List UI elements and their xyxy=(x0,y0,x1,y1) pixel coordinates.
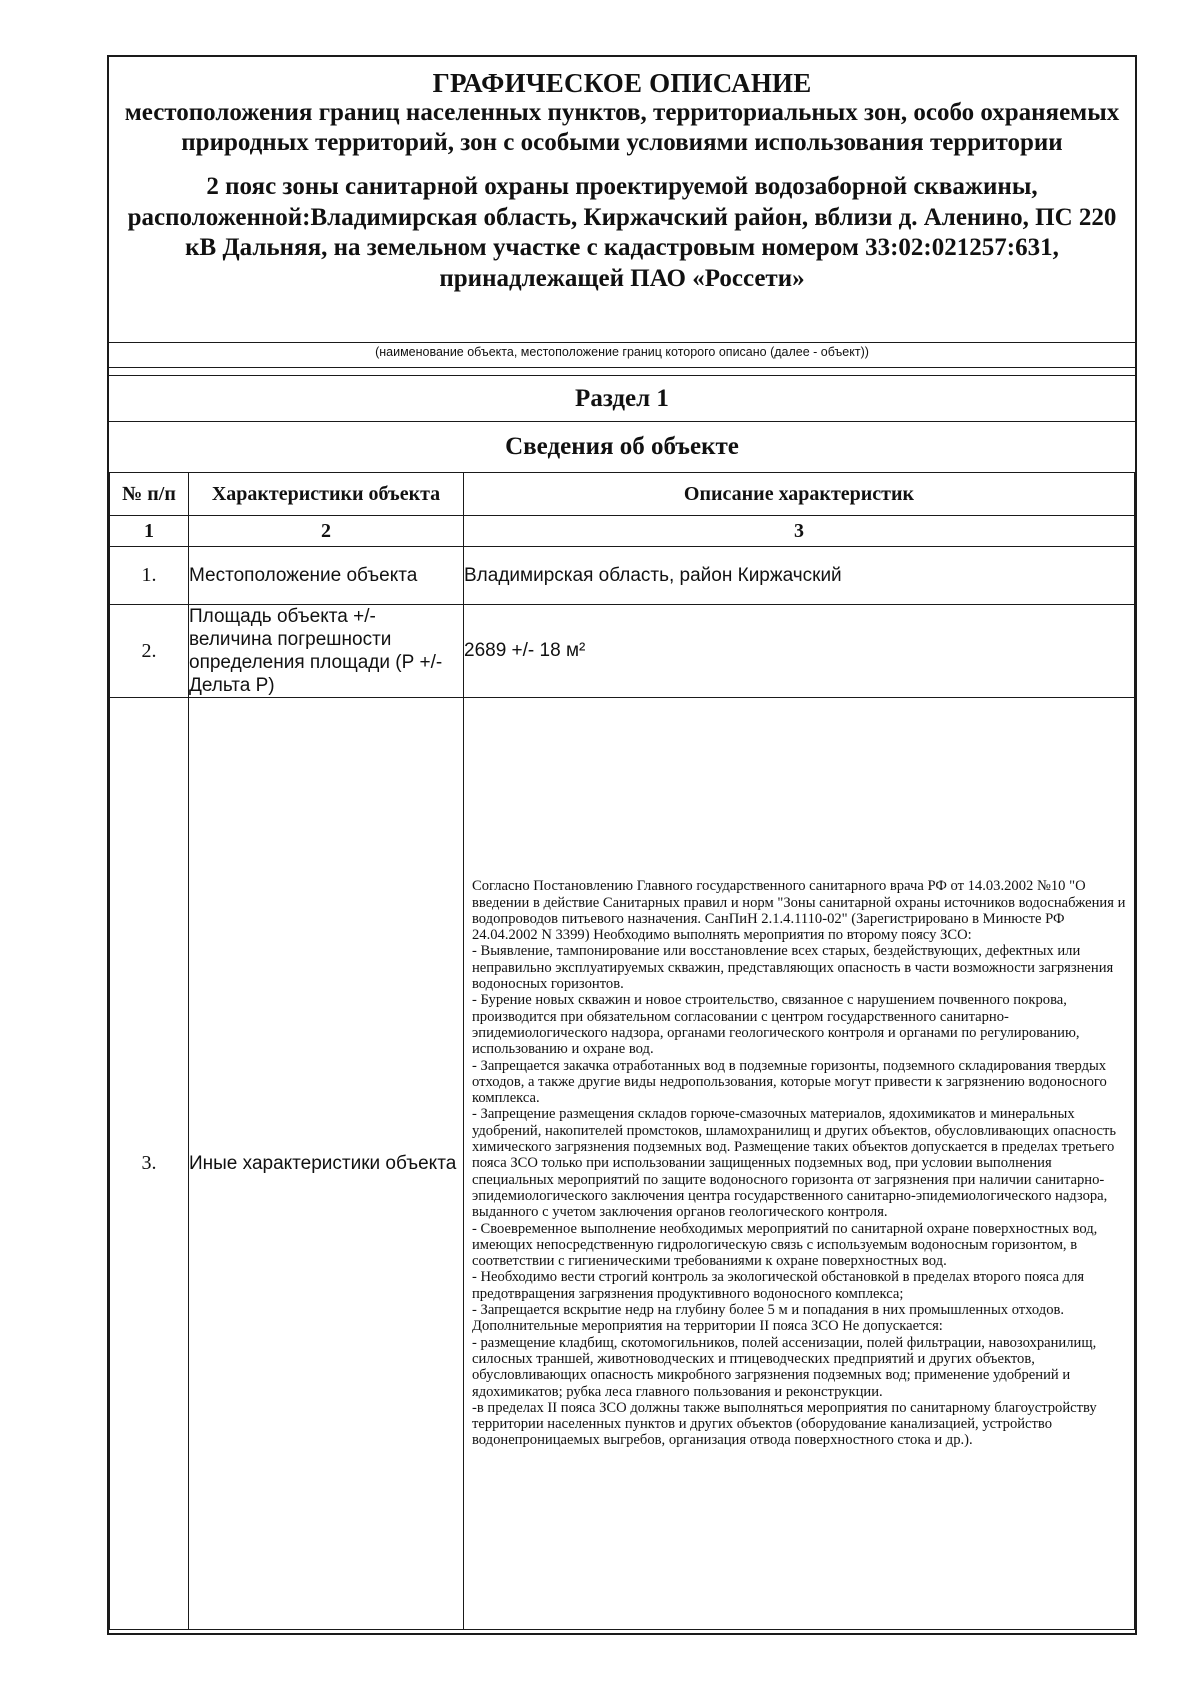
divider xyxy=(109,367,1135,368)
document-frame xyxy=(107,55,1137,1635)
divider xyxy=(109,375,1135,376)
document-subtitle: местоположения границ населенных пунктов, территориальных зон, особо охраняемых природных территорий, зон с особыми условиями использования территории xyxy=(124,99,1120,156)
divider xyxy=(109,342,1135,343)
document-header xyxy=(109,57,1135,342)
row-description: Согласно Постановлению Главного государственного санитарного врача РФ от 14.03.2002 №10 "О введении в действие Санитарных правил и норм "Зоны санитарной охраны источников водоснабжения и водопроводов питьевого назначения. СанПиН 2.1.4.1110-02" (Зарегистрировано в Минюсте РФ 24.04.2002 N 3399) Необходимо выполнять мероприятия по второму поясу ЗСО: - Выявление, тампонирование или восстановление всех старых, бездействующих, дефектных или неправильно эксплуатируемых скважин, представляющих опасность в части возможности загрязнения водоносных горизонтов. - Бурение новых скважин и новое строительство, связанное с нарушением почвенного покрова, производится при обязательном согласовании с центром государственного санитарно-эпидемиологического надзора, органами геологического контроля и органами по регулированию, использованию и охране вод. - Запрещается закачка отработанных вод в подземные горизонты, подземного складирования твердых отходов, а также другие виды недропользования, которые могут привести к загрязнению водоносного комплекса. - Запрещение размещения складов горюче-смазочных материалов, ядохимикатов и минеральных удобрений, накопителей промстоков, шламохранилищ и других объектов, обусловливающих опасность химического загрязнения подземных вод. Размещение таких объектов допускается в пределах третьего пояса ЗСО только при использовании защищенных подземных вод, при условии выполнения специальных мероприятий по защите водоносного горизонта от загрязнения при наличии санитарно-эпидемиологического заключения центра государственного санитарно-эпидемиологического надзора, выданного с учетом заключения органов геологического контроля. - Своевременное выполнение необходимых мероприятий по санитарной охране поверхностных вод, имеющих непосредственную гидрологическую связь с используемым водоносным горизонтом, в соответствии с гигиеническими требованиями к охране поверхностных вод. - Необходимо вести строгий контроль за экологической обстановкой в пределах второго пояса для предотвращения загрязнения продуктивного водоносного комплекса; - Запрещается вскрытие недр на глубину более 5 м и попадания в них промышленных отходов. Дополнительные мероприятия на территории II пояса ЗСО Не допускается: - размещение кладбищ, скотомогильников, полей ассенизации, полей фильтрации, навозохранилищ, силосных траншей, животноводческих и птицеводческих предприятий и других объектов, обусловливающих опасность микробного загрязнения подземных вод; применение удобрений и ядохимикатов; рубка леса главного пользования и реконструкции. -в пределах II пояса ЗСО должны также выполняться мероприятия по санитарному благоустройству территории населенных пунктов и других объектов (оборудование канализацией, устройство водонепроницаемых выгребов, организация отвода поверхностного стока и др.). xyxy=(464,698,1135,1630)
column-number: 1 xyxy=(110,516,189,547)
table-row xyxy=(110,605,1135,698)
row-characteristic: Иные характеристики объекта xyxy=(189,698,464,1630)
section-title: Раздел 1 xyxy=(575,385,669,412)
table-row xyxy=(110,547,1135,605)
section-subtitle: Сведения об объекте xyxy=(505,433,739,460)
object-properties-table xyxy=(109,472,1135,1630)
column-header: № п/п xyxy=(110,473,189,516)
object-note: (наименование объекта, местоположение границ которого описано (далее - объект)) xyxy=(375,345,869,359)
table-row xyxy=(110,698,1135,1630)
object-name: 2 пояс зоны санитарной охраны проектируемой водозаборной скважины, расположенной:Владимирская область, Киржачский район, вблизи д. Аленино, ПС 220 кВ Дальняя, на земельном участке с кадастровым номером 33:02:021257:631, принадлежащей ПАО «Россети» xyxy=(127,173,1117,292)
column-header: Описание характеристик xyxy=(464,473,1135,516)
row-description: 2689 +/- 18 м² xyxy=(464,605,1135,698)
row-number: 2. xyxy=(110,605,189,698)
column-number: 3 xyxy=(464,516,1135,547)
table-header-row xyxy=(110,473,1135,516)
column-number-row xyxy=(110,516,1135,547)
row-characteristic: Площадь объекта +/- величина погрешности определения площади (Р +/- Дельта Р) xyxy=(189,605,464,698)
document-title: ГРАФИЧЕСКОЕ ОПИСАНИЕ xyxy=(432,68,812,98)
row-number: 3. xyxy=(110,698,189,1630)
row-number: 1. xyxy=(110,547,189,605)
row-description: Владимирская область, район Киржачский xyxy=(464,547,1135,605)
column-header: Характеристики объекта xyxy=(189,473,464,516)
divider xyxy=(109,421,1135,422)
column-number: 2 xyxy=(189,516,464,547)
row-characteristic: Местоположение объекта xyxy=(189,547,464,605)
